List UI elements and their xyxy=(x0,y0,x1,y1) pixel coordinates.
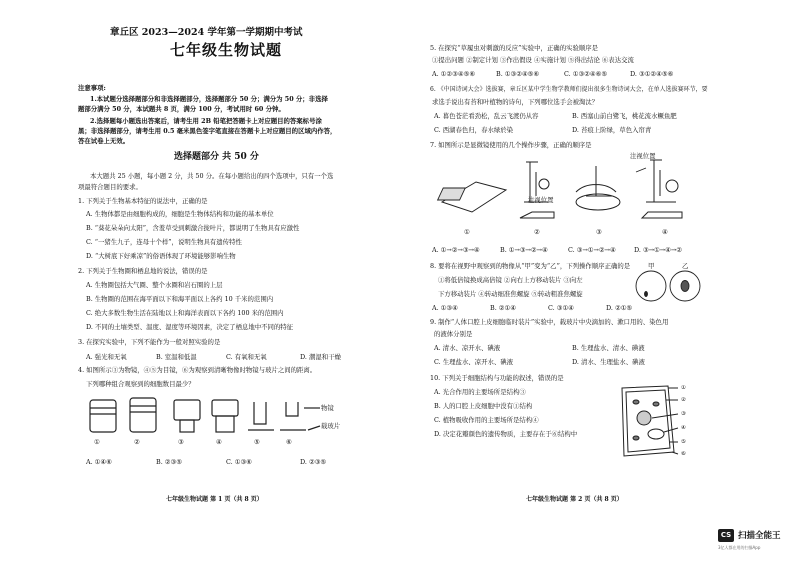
question-4-line: 下列哪种组合观察到的细胞数目最少？ xyxy=(86,380,195,388)
q7-callout: 注视位置 xyxy=(630,152,656,160)
option: A. ①→②→③→④ xyxy=(432,246,480,254)
microscope-4 xyxy=(642,160,682,218)
question-5-detail: ①提出问题 ②制定计划 ③作出假设 ④实施计划 ⑤得出结论 ⑥表达交流 xyxy=(432,56,634,64)
knob-2 xyxy=(539,179,549,189)
option: C. 生理盐水、凉开水、碘液 xyxy=(434,358,514,366)
question-7: 7. 如图所示是显微镜使用的几个操作步骤，正确的顺序是 xyxy=(430,141,592,149)
notice-line: 1.本试题分选择题部分和非选择题部分，选择题部分 50 分；满分为 50 分；非选择 xyxy=(90,95,328,103)
intro-line: 本大题共 25 小题，每小题 2 分，共 50 分。在每小题给出的四个选项中，只有一个选 xyxy=(90,172,334,180)
option: D. “大树底下好乘凉”的俗语体现了环境能够影响生物 xyxy=(86,252,236,260)
page-footer: 七年级生物试题 第 2 页（共 8 页） xyxy=(526,496,623,503)
option: A. 生物体都是由细胞构成的，细胞是生物体结构和功能的基本单位 xyxy=(86,210,274,218)
figure-label: ④ xyxy=(216,438,222,446)
figure-label: ④ xyxy=(662,228,668,236)
option: B. 室温和低温 xyxy=(156,353,197,361)
figure-label: ① xyxy=(464,228,470,236)
option: D. 潮湿和干燥 xyxy=(300,353,341,361)
figure-label: ⑤ xyxy=(254,438,260,446)
figure-label: ③ xyxy=(681,411,686,417)
option: D. 不同的土壤类型、温度、湿度等环境因素，决定了栖息地中不同的特征 xyxy=(86,323,294,331)
option: D. 决定花瓣颜色的遗传物质，主要存在于⑥结构中 xyxy=(434,430,578,438)
subject-title: 七年级生物试题 xyxy=(170,41,283,59)
option: A. 暮色苍茫看劲松，乱云飞渡仍从容 xyxy=(434,112,539,120)
option: B. ②①④ xyxy=(490,304,516,312)
figure-label: ③ xyxy=(178,438,184,446)
option: B. 人的口腔上皮细胞中没有①结构 xyxy=(434,402,533,410)
option: A. 清水、凉开水、碘液 xyxy=(434,344,501,352)
q7-figure xyxy=(436,152,700,238)
knob-4 xyxy=(666,180,678,192)
question-9-line: 的液体分别是 xyxy=(434,330,473,338)
option: B. ②③⑤ xyxy=(156,458,182,466)
option: D. 苔痕上阶绿，草色入帘青 xyxy=(572,126,652,134)
figure-label: ② xyxy=(134,438,140,446)
right-page xyxy=(430,0,708,561)
option: C. 有氧和无氧 xyxy=(226,353,267,361)
option: D. ③→①→④→② xyxy=(634,246,682,254)
option: C. ③→①→②→④ xyxy=(568,246,616,254)
notice-heading: 注意事项: xyxy=(78,84,106,92)
figure-label: ① xyxy=(681,385,686,391)
option: A. ①④⑥ xyxy=(86,458,112,466)
question-2: 2. 下列关于生物圈和栖息地的说法，错误的是 xyxy=(78,267,208,275)
question-8-detail: ①将低倍镜换成高倍镜 ②向右上方移动装片 ③向左 xyxy=(438,276,583,284)
camscanner-name: 扫描全能王 xyxy=(738,531,781,541)
microscope-2 xyxy=(520,162,554,218)
intro-line: 项最符合题目的要求。 xyxy=(78,183,142,191)
q10-cell-figure xyxy=(616,382,680,462)
page-footer: 七年级生物试题 第 1 页（共 8 页） xyxy=(166,496,263,503)
camscanner-tagline: 3亿人都在用的扫描App xyxy=(718,545,761,550)
option: C. ①③②④⑥⑤ xyxy=(564,70,608,78)
option: D. ②③⑤ xyxy=(300,458,327,466)
figure-label: ① xyxy=(94,438,100,446)
option: C. “一猪生九子，连母十个样”，说明生物具有遗传特性 xyxy=(86,238,242,246)
option: B. 西塞山前白鹭飞，桃花流水鳜鱼肥 xyxy=(572,112,677,120)
notice-line: 2.选择题每小题选出答案后，请考生用 2B 铅笔把答题卡上对应题目的答案标号涂 xyxy=(90,117,322,125)
microscope-3 xyxy=(576,166,616,196)
option: B. 生物圈的范围在海平面以下和海平面以上各约 10 千米的范围内 xyxy=(86,295,274,303)
objective-3-tip xyxy=(180,420,194,432)
q7-callout: 注视位置 xyxy=(528,196,554,204)
figure-label: ② xyxy=(681,397,686,403)
option: A. 生物圈包括大气圈、整个水圈和岩石圈的上层 xyxy=(86,281,223,289)
question-8: 8. 要将在视野中观察到的物像从“甲”变为“乙”，下列操作顺序正确的是 xyxy=(430,262,631,270)
section-title: 选择题部分 共 50 分 xyxy=(174,152,259,162)
nucleus xyxy=(637,411,651,425)
question-5: 5. 在探究“草履虫对刺激的反应”实验中，正确的实验顺序是 xyxy=(430,44,599,52)
option: A. ①③④ xyxy=(432,304,458,312)
notice-line: 题部分满分 50 分，本试题共 8 页，满分 100 分，考试用时 60 分钟。 xyxy=(78,105,285,113)
option: B. “葵花朵朵向太阳”，含羞草受到刺激合拢叶片，都说明了生物具有应激性 xyxy=(86,224,300,232)
option: A. 光合作用的主要场所是结构③ xyxy=(434,388,526,396)
question-6-line: 求选手说出有苔和叶植物的诗句，下列哪位选手会被淘汰？ xyxy=(432,98,599,106)
vacuole xyxy=(648,429,664,439)
question-10: 10. 下列关于细胞结构与功能的叙述，错误的是 xyxy=(430,374,564,382)
eyepiece-1 xyxy=(90,400,116,432)
figure-label: ⑥ xyxy=(286,438,292,446)
distance-6 xyxy=(286,402,298,416)
option: D. 清水、生理盐水、碘液 xyxy=(572,358,645,366)
view-jia xyxy=(636,271,666,301)
question-4: 4. 如图所示③为物镜，④⑤为目镜，⑥为观察到清晰物像时物镜与玻片之间的距离。 xyxy=(78,366,317,374)
view-label: 甲 xyxy=(648,262,655,270)
question-9: 9. 制作“人体口腔上皮细胞临时装片”实验中，载玻片中央滴加的、漱口用的、染色用 xyxy=(430,318,669,326)
option: A. ①②③④⑤⑥ xyxy=(432,70,476,78)
figure-label: ④ xyxy=(681,425,686,431)
eyepiece-2 xyxy=(130,398,156,432)
q4-figure xyxy=(82,394,352,444)
question-6: 6. 《中国诗词大会》选拔赛，章丘区某中学生物学教师们提出很多生物诗词大会，在单人选拔赛环节，要 xyxy=(430,86,708,93)
view-label: 乙 xyxy=(682,262,689,270)
option: C. ①③⑥ xyxy=(226,458,252,466)
option: C. ③①④ xyxy=(548,304,574,312)
camscanner-logo: CS xyxy=(718,529,734,542)
option: D. ③①②④⑤⑥ xyxy=(630,70,674,78)
question-3: 3. 在探究实验中，下列不能作为一般对照实验的是 xyxy=(78,338,221,346)
option: B. ①→③→②→④ xyxy=(500,246,548,254)
q4-callout-objective: 物镜 xyxy=(321,404,334,412)
notice-line: 黑；非选择题部分，请考生用 0.5 毫米黑色签字笔直接在答题卡上对应题目的区域内作答， xyxy=(78,127,337,135)
objective-3 xyxy=(174,400,200,420)
option: D. ②①⑤ xyxy=(606,304,633,312)
option: C. 绝大多数生物生活在陆地以上和海洋表面以下各约 100 米的范围内 xyxy=(86,309,284,317)
question-1: 1. 下列关于生物基本特征的说法中，正确的是 xyxy=(78,197,208,205)
option: C. 植物吸收作用的主要场所是结构④ xyxy=(434,416,539,424)
distance-5 xyxy=(254,402,266,424)
option: A. 强光和无氧 xyxy=(86,353,127,361)
figure-label: ⑤ xyxy=(681,439,686,445)
objective-4-tip xyxy=(216,416,234,432)
exam-title: 章丘区 2023—2024 学年第一学期期中考试 xyxy=(110,27,303,38)
option: B. ①③②④⑤⑥ xyxy=(496,70,540,78)
slide xyxy=(438,188,466,200)
notice-line: 答在试卷上无效。 xyxy=(78,137,130,145)
figure-label: ⑥ xyxy=(681,451,686,457)
q8-figure xyxy=(634,270,704,304)
figure-label: ② xyxy=(534,228,540,236)
left-page xyxy=(78,0,378,561)
q4-callout-slide: 载玻片 xyxy=(321,422,341,430)
question-8-detail: 下方移动装片 ④转动细准焦螺旋 ⑤转动粗准焦螺旋 xyxy=(438,290,583,298)
objective-4 xyxy=(212,400,238,416)
figure-label: ③ xyxy=(596,228,602,236)
option: B. 生理盐水、清水、碘液 xyxy=(572,344,645,352)
option: C. 西湖春色归，春水绿於染 xyxy=(434,126,514,134)
